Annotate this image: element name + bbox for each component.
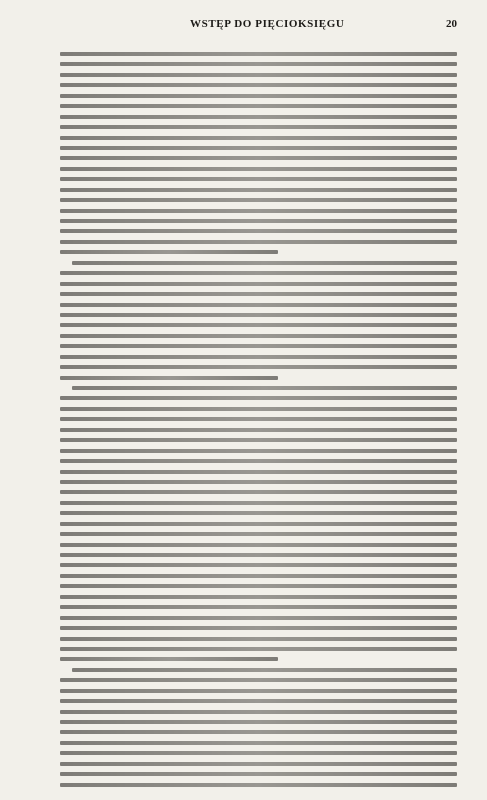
text-line bbox=[60, 657, 278, 661]
text-line bbox=[60, 115, 457, 119]
text-line bbox=[60, 334, 457, 338]
text-line bbox=[60, 470, 457, 474]
text-line bbox=[60, 449, 457, 453]
running-header bbox=[60, 18, 467, 34]
text-line bbox=[60, 511, 457, 515]
text-line bbox=[60, 637, 457, 641]
text-line bbox=[60, 574, 457, 578]
text-line bbox=[60, 73, 457, 77]
text-line bbox=[60, 240, 457, 244]
text-line bbox=[60, 313, 457, 317]
text-line bbox=[60, 438, 457, 442]
text-line bbox=[60, 563, 457, 567]
text-line bbox=[60, 730, 457, 734]
text-line bbox=[60, 125, 457, 129]
text-line bbox=[60, 94, 457, 98]
text-line bbox=[60, 762, 457, 766]
text-line bbox=[60, 532, 457, 536]
text-line bbox=[60, 522, 457, 526]
text-line bbox=[60, 282, 457, 286]
text-line bbox=[60, 292, 457, 296]
text-line bbox=[60, 699, 457, 703]
text-line bbox=[60, 417, 457, 421]
body-text bbox=[60, 52, 457, 787]
text-line bbox=[60, 167, 457, 171]
text-line bbox=[60, 626, 457, 630]
text-line bbox=[60, 543, 457, 547]
text-line bbox=[60, 198, 457, 202]
text-line bbox=[60, 177, 457, 181]
text-line bbox=[60, 83, 457, 87]
text-line bbox=[60, 62, 457, 66]
text-line bbox=[72, 261, 457, 265]
text-line bbox=[60, 751, 457, 755]
text-line bbox=[72, 386, 457, 390]
text-line bbox=[60, 678, 457, 682]
text-line bbox=[60, 136, 457, 140]
text-line bbox=[60, 104, 457, 108]
text-line bbox=[60, 553, 457, 557]
text-line bbox=[60, 355, 457, 359]
text-line bbox=[60, 146, 457, 150]
text-line bbox=[60, 52, 457, 56]
text-line bbox=[60, 605, 457, 609]
text-line bbox=[60, 250, 278, 254]
text-line bbox=[60, 647, 457, 651]
text-line bbox=[60, 219, 457, 223]
text-line bbox=[60, 689, 457, 693]
text-line bbox=[60, 501, 457, 505]
text-line bbox=[60, 741, 457, 745]
text-line bbox=[60, 490, 457, 494]
text-line bbox=[60, 156, 457, 160]
text-line bbox=[60, 365, 457, 369]
text-line bbox=[60, 480, 457, 484]
text-line bbox=[60, 584, 457, 588]
text-line bbox=[60, 407, 457, 411]
text-line bbox=[60, 188, 457, 192]
text-line bbox=[60, 595, 457, 599]
text-line bbox=[60, 616, 457, 620]
text-line bbox=[60, 376, 278, 380]
page-number: 20 bbox=[446, 18, 457, 30]
text-line bbox=[60, 303, 457, 307]
text-line bbox=[72, 668, 457, 672]
text-line bbox=[60, 459, 457, 463]
text-line bbox=[60, 428, 457, 432]
text-line bbox=[60, 344, 457, 348]
text-line bbox=[60, 209, 457, 213]
text-line bbox=[60, 323, 457, 327]
text-line bbox=[60, 271, 457, 275]
text-line bbox=[60, 229, 457, 233]
text-line bbox=[60, 396, 457, 400]
running-header-title: WSTĘP DO PIĘCIOKSIĘGU bbox=[190, 18, 345, 30]
text-line bbox=[60, 720, 457, 724]
text-line bbox=[60, 783, 457, 787]
text-line bbox=[60, 710, 457, 714]
text-line bbox=[60, 772, 457, 776]
